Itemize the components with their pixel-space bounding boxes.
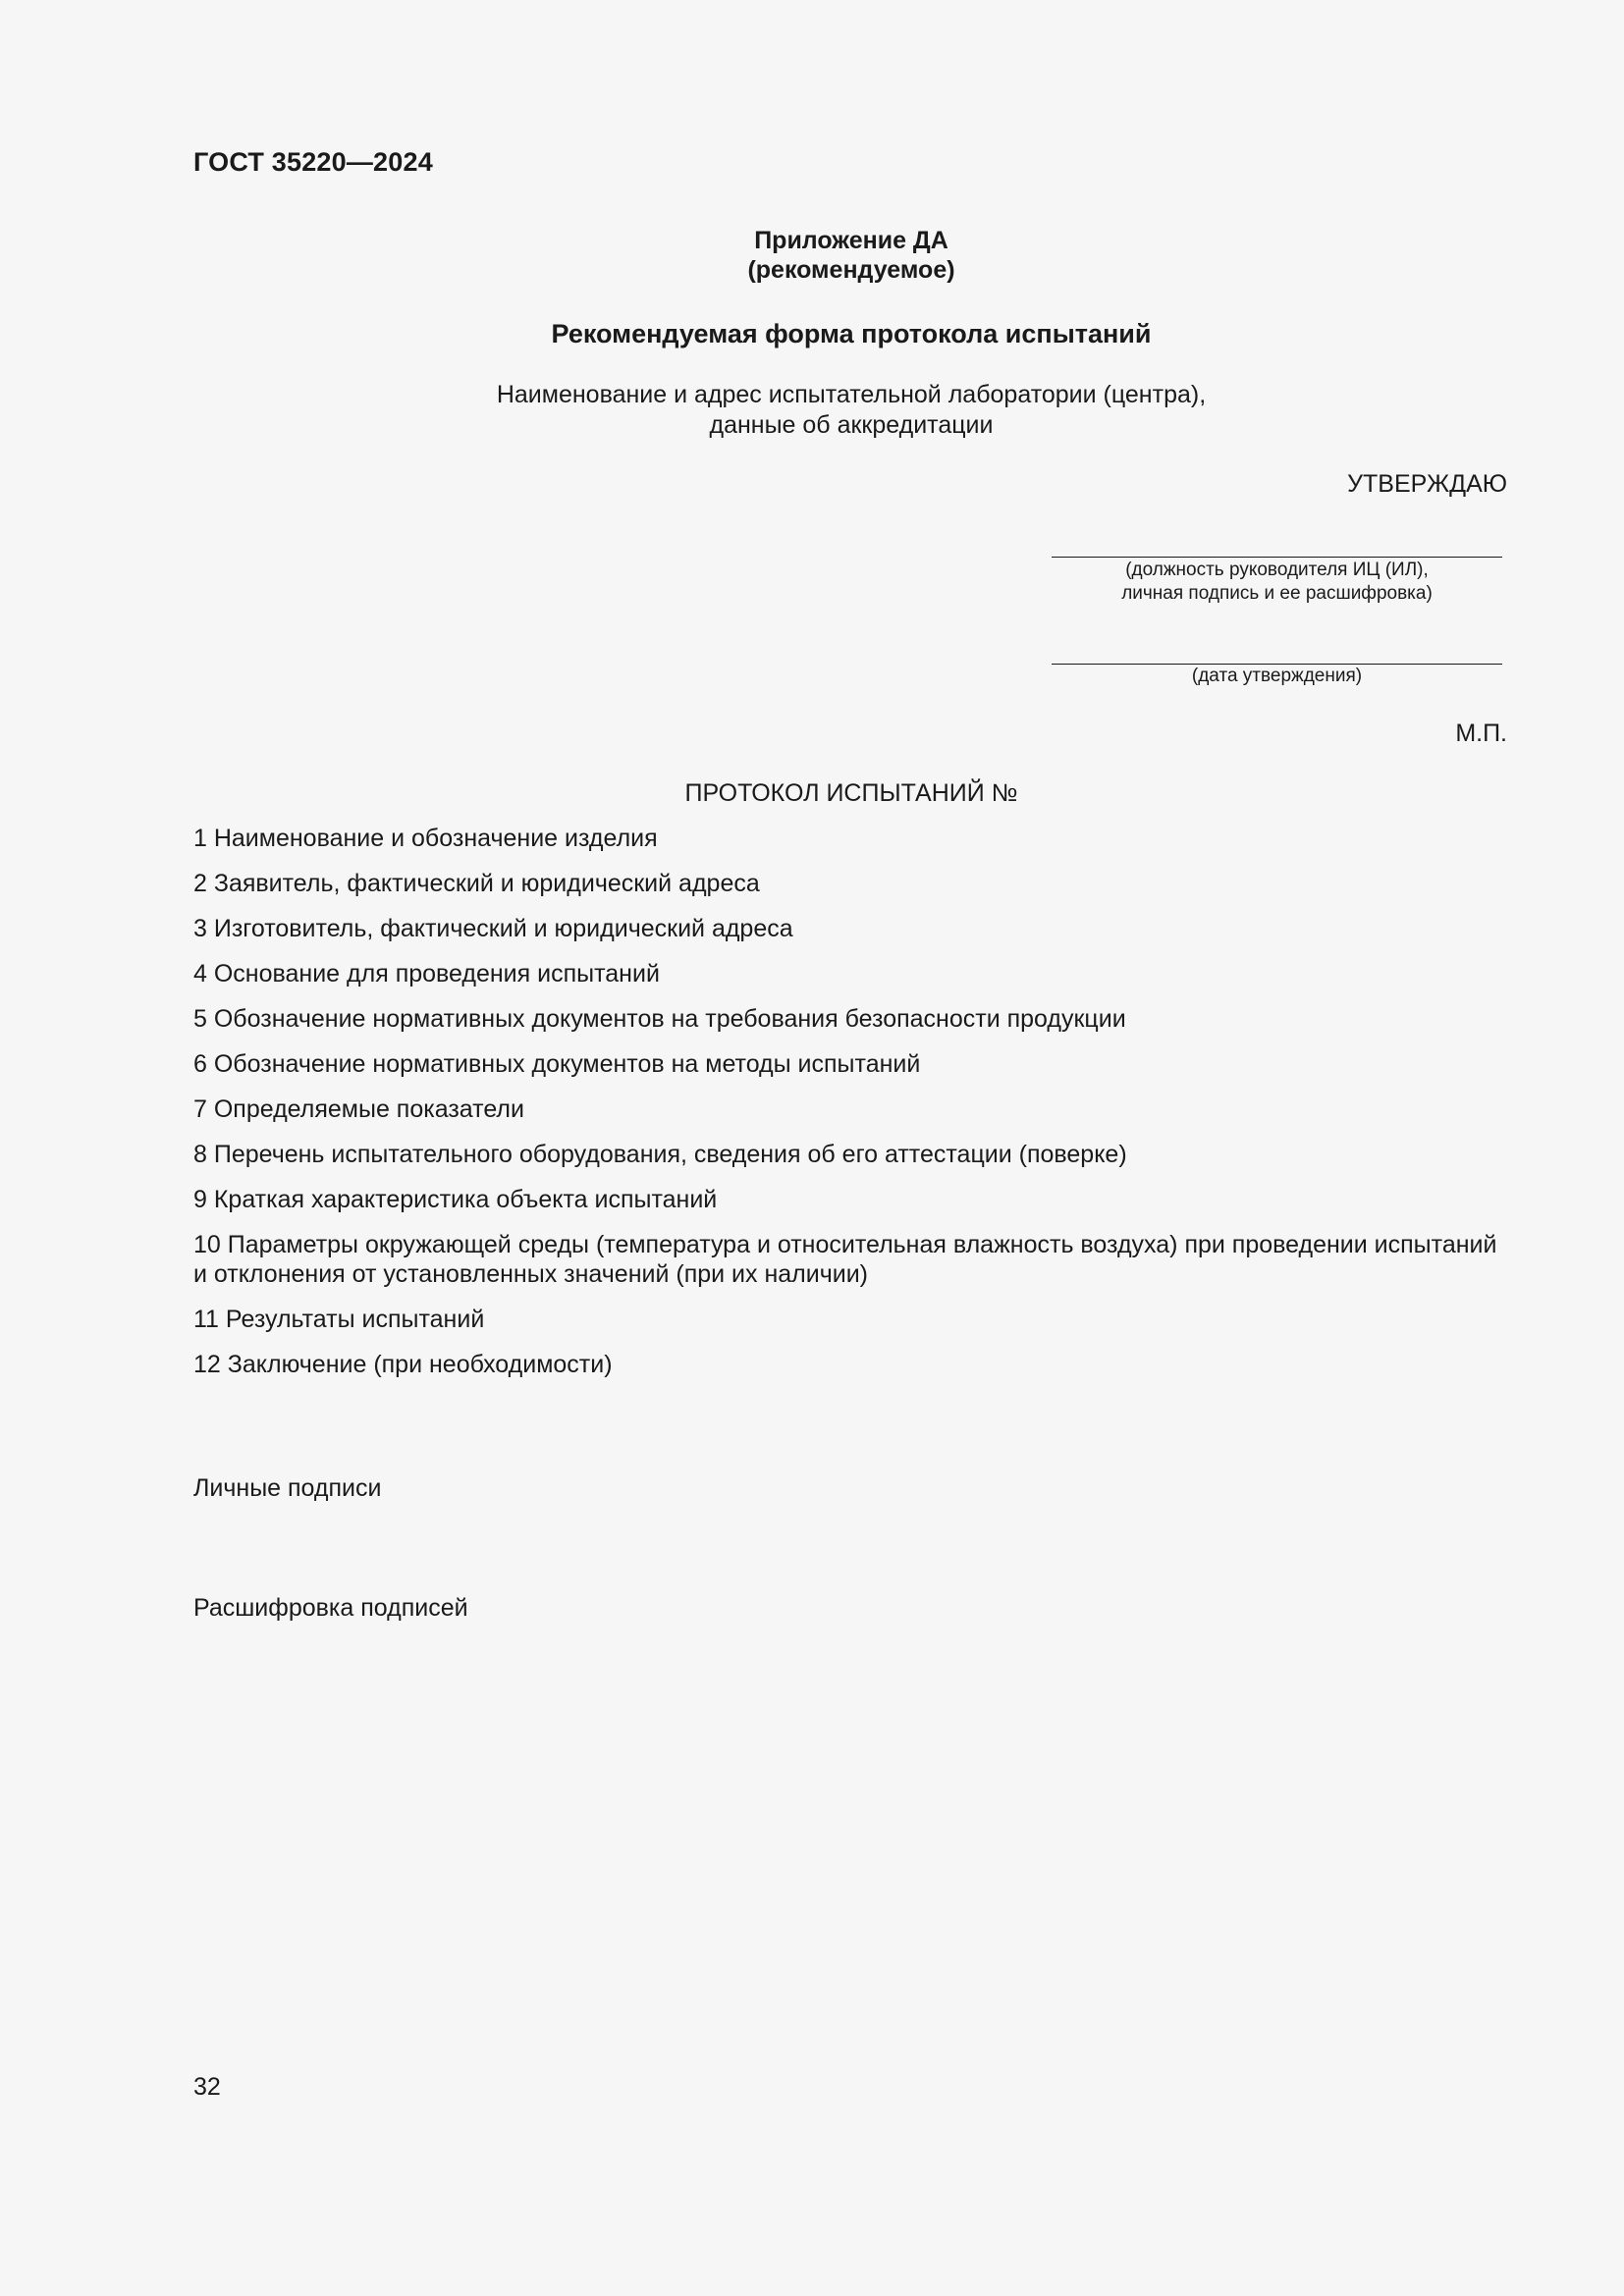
list-item: 7 Определяемые показатели [193, 1095, 524, 1123]
list-item: 2 Заявитель, фактический и юридический адреса [193, 870, 760, 897]
list-item: 5 Обозначение нормативных документов на требования безопасности продукции [193, 1005, 1126, 1033]
position-caption-line-1: (должность руководителя ИЦ (ИЛ), [1125, 560, 1429, 580]
list-item: 11 Результаты испытаний [193, 1306, 485, 1333]
position-signature-line [1052, 557, 1502, 558]
protocol-items-list [193, 824, 1509, 1395]
appendix-title: Приложение ДА [754, 227, 948, 254]
lab-name-line-2: данные об аккредитации [709, 411, 994, 439]
list-item: 3 Изготовитель, фактический и юридический адреса [193, 915, 793, 942]
list-item: 9 Краткая характеристика объекта испытаний [193, 1186, 718, 1213]
list-item: 10 Параметры окружающей среды (температура и относительная влажность воздуха) при проведении испытаний и отклонения от установленных значений (при их наличии) [193, 1231, 1497, 1288]
personal-signatures-label: Личные подписи [193, 1474, 382, 1502]
form-title: Рекомендуемая форма протокола испытаний [551, 319, 1152, 348]
stamp-mark: М.П. [1455, 720, 1507, 747]
signature-decoding-label: Расшифровка подписей [193, 1594, 468, 1622]
approve-label: УТВЕРЖДАЮ [1347, 470, 1507, 498]
list-item: 1 Наименование и обозначение изделия [193, 825, 658, 852]
protocol-title: ПРОТОКОЛ ИСПЫТАНИЙ № [684, 779, 1018, 807]
list-item: 6 Обозначение нормативных документов на методы испытаний [193, 1050, 921, 1078]
position-caption-line-2: личная подпись и ее расшифровка) [1121, 583, 1433, 604]
list-item: 4 Основание для проведения испытаний [193, 960, 660, 988]
page-number: 32 [193, 2073, 221, 2101]
lab-name-block [193, 380, 1509, 441]
position-signature-caption [1052, 559, 1502, 606]
appendix-status: (рекомендуемое) [747, 256, 955, 284]
lab-name-line-1: Наименование и адрес испытательной лаборатории (центра), [496, 381, 1207, 408]
list-item: 12 Заключение (при необходимости) [193, 1351, 613, 1378]
appendix-heading [193, 226, 1509, 285]
list-item: 8 Перечень испытательного оборудования, сведения об его аттестации (поверке) [193, 1141, 1127, 1168]
document-code: ГОСТ 35220—2024 [193, 147, 433, 177]
approval-date-caption: (дата утверждения) [1191, 666, 1363, 686]
